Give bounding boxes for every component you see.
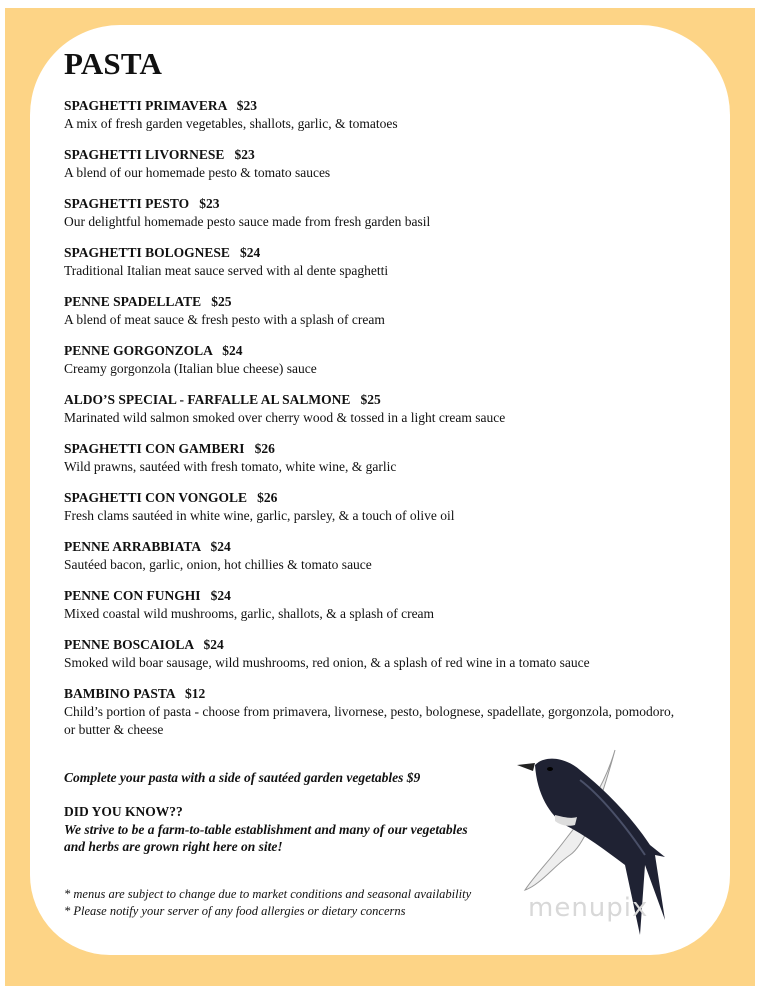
menu-item xyxy=(64,685,684,751)
menu-item xyxy=(64,195,684,244)
menu-item-description: Our delightful homemade pesto sauce made from fresh garden basil xyxy=(64,214,431,229)
menu-item-description: Creamy gorgonzola (Italian blue cheese) sauce xyxy=(64,361,317,376)
menu-item xyxy=(64,342,684,391)
did-you-know-text: We strive to be a farm-to-table establishment and many of our vegetables and herbs are grown right here on site! xyxy=(64,822,468,854)
did-you-know-heading: DID YOU KNOW?? xyxy=(64,804,183,819)
menu-item-name: PENNE SPADELLATE $25 xyxy=(64,294,232,309)
menu-item-description: Marinated wild salmon smoked over cherry wood & tossed in a light cream sauce xyxy=(64,410,506,425)
menu-items xyxy=(64,97,684,751)
menu-item-description: A blend of meat sauce & fresh pesto with a splash of cream xyxy=(64,312,385,327)
menu-item-name: SPAGHETTI LIVORNESE $23 xyxy=(64,147,255,162)
menu-item-description: Fresh clams sautéed in white wine, garlic, parsley, & a touch of olive oil xyxy=(64,508,455,523)
menu-item-name: SPAGHETTI PESTO $23 xyxy=(64,196,220,211)
menu-item xyxy=(64,293,684,342)
menu-item-description: Sautéed bacon, garlic, onion, hot chillies & tomato sauce xyxy=(64,557,372,572)
watermark: menupix xyxy=(528,893,649,923)
menu-item xyxy=(64,244,684,293)
menu-item-name: PENNE ARRABBIATA $24 xyxy=(64,539,231,554)
menu-item xyxy=(64,489,684,538)
menu-item-name: BAMBINO PASTA $12 xyxy=(64,686,206,701)
menu-item-name: PENNE CON FUNGHI $24 xyxy=(64,588,231,603)
menu-item-description: Traditional Italian meat sauce served with al dente spaghetti xyxy=(64,263,389,278)
menu-item-name: SPAGHETTI BOLOGNESE $24 xyxy=(64,245,261,260)
menu-item-name: SPAGHETTI PRIMAVERA $23 xyxy=(64,98,258,113)
menu-item xyxy=(64,440,684,489)
menu-item xyxy=(64,636,684,685)
menu-item-name: PENNE BOSCAIOLA $24 xyxy=(64,637,224,652)
footnote: * menus are subject to change due to market conditions and seasonal availability xyxy=(64,887,472,901)
menu-item xyxy=(64,587,684,636)
menu-item xyxy=(64,538,684,587)
footnote: * Please notify your server of any food allergies or dietary concerns xyxy=(64,904,406,918)
menu-item xyxy=(64,97,684,146)
menu-item-description: Wild prawns, sautéed with fresh tomato, white wine, & garlic xyxy=(64,459,397,474)
menu-item-description: A mix of fresh garden vegetables, shallots, garlic, & tomatoes xyxy=(64,116,398,131)
menu-item-name: SPAGHETTI CON GAMBERI $26 xyxy=(64,441,275,456)
menu-item xyxy=(64,391,684,440)
side-note: Complete your pasta with a side of sautéed garden vegetables $9 xyxy=(64,770,421,785)
footnotes xyxy=(64,886,471,920)
menu-item-description: A blend of our homemade pesto & tomato sauces xyxy=(64,165,331,180)
menu-item-description: Child’s portion of pasta - choose from primavera, livornese, pesto, bolognese, spadellate, gorgonzola, pomodoro, or butter & cheese xyxy=(64,704,675,737)
page-title: PASTA xyxy=(64,46,163,81)
menu-item-name: PENNE GORGONZOLA $24 xyxy=(64,343,243,358)
menu-item xyxy=(64,146,684,195)
menu-item-name: ALDO’S SPECIAL - FARFALLE AL SALMONE $25 xyxy=(64,392,381,407)
menu-item-name: SPAGHETTI CON VONGOLE $26 xyxy=(64,490,278,505)
menu-item-description: Smoked wild boar sausage, wild mushrooms, red onion, & a splash of red wine in a tomato sauce xyxy=(64,655,590,670)
menu-item-description: Mixed coastal wild mushrooms, garlic, shallots, & a splash of cream xyxy=(64,606,435,621)
